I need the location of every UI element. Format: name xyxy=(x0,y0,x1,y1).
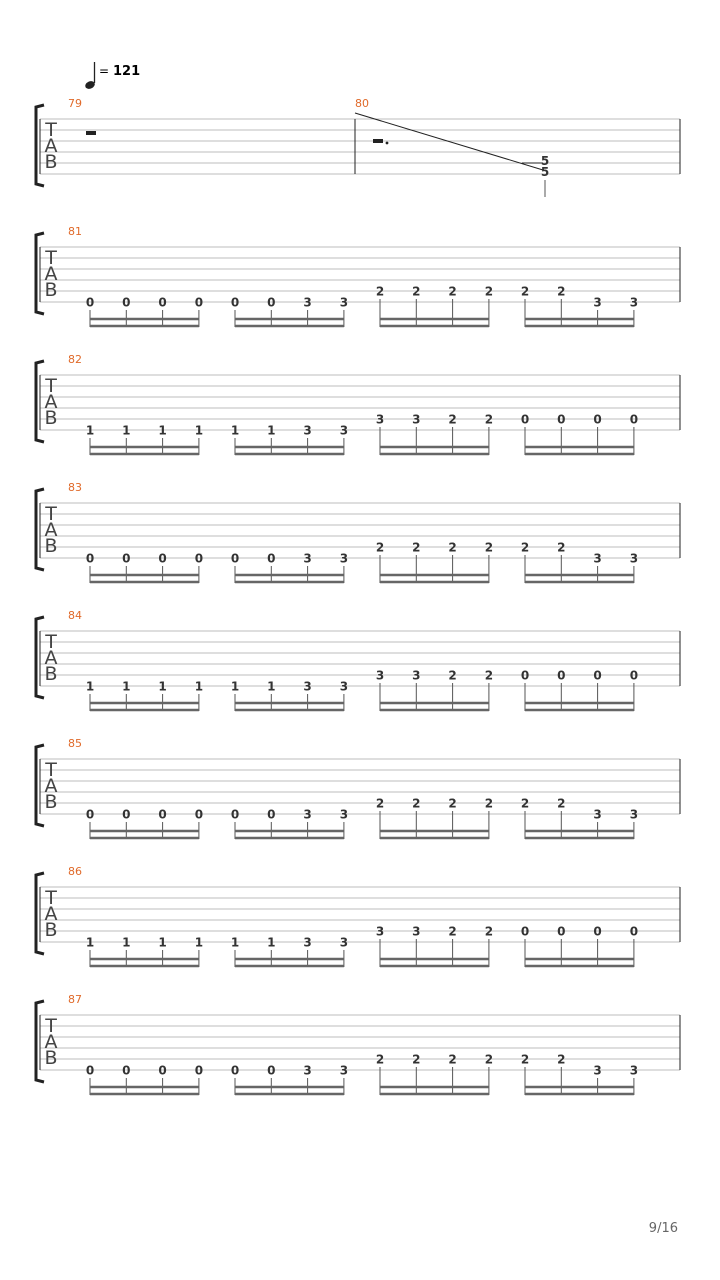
fret-number: 1 xyxy=(267,679,276,694)
fret-number: 2 xyxy=(375,796,385,811)
fret-number: 3 xyxy=(593,551,602,566)
measure-number: 82 xyxy=(68,353,82,366)
fret-number: 2 xyxy=(448,1052,457,1067)
tab-clef-letter: T xyxy=(45,247,57,269)
fret-number: 0 xyxy=(230,807,240,822)
fret-number: 0 xyxy=(520,924,530,939)
fret-number: 1 xyxy=(194,935,204,950)
tab-clef-letter: A xyxy=(44,263,58,285)
tab-clef-letter: T xyxy=(45,631,57,653)
fret-number: 3 xyxy=(412,412,421,427)
measure-number: 80 xyxy=(355,97,369,110)
tempo-equals: = xyxy=(99,64,110,78)
fret-number: 2 xyxy=(557,540,566,555)
fret-number: 2 xyxy=(484,540,494,555)
tempo-value: 121 xyxy=(113,64,141,79)
fret-number: 0 xyxy=(520,668,530,683)
tab-clef-letter: A xyxy=(44,519,58,541)
fret-number: 2 xyxy=(557,796,566,811)
systems-layer xyxy=(36,97,680,1095)
fret-number: 0 xyxy=(194,807,204,822)
fret-number: 2 xyxy=(557,1052,566,1067)
fret-number: 0 xyxy=(557,924,566,939)
tab-clef-letter: B xyxy=(44,407,58,429)
fret-number: 0 xyxy=(520,412,530,427)
tab-clef-letter: B xyxy=(44,919,58,941)
fret-number: 2 xyxy=(557,284,566,299)
fret-number: 2 xyxy=(520,796,530,811)
fret-number: 0 xyxy=(85,551,95,566)
fret-number: 3 xyxy=(303,807,312,822)
fret-number: 0 xyxy=(230,551,240,566)
system-79-80 xyxy=(36,97,680,197)
fret-number: 3 xyxy=(303,295,312,310)
fret-number: 2 xyxy=(484,412,494,427)
fret-number: 3 xyxy=(303,423,312,438)
fret-number: 0 xyxy=(194,1063,204,1078)
tab-clef-letter: B xyxy=(44,535,58,557)
fret-number: 0 xyxy=(122,807,131,822)
fret-number: 3 xyxy=(303,679,312,694)
fret-number: 0 xyxy=(122,1063,131,1078)
fret-number: 0 xyxy=(230,1063,240,1078)
fret-number: 0 xyxy=(158,807,167,822)
fret-number: 2 xyxy=(484,284,494,299)
tab-clef-letter: A xyxy=(44,903,58,925)
fret-number: 3 xyxy=(629,807,639,822)
fret-number: 1 xyxy=(230,935,240,950)
measure-number: 85 xyxy=(68,737,82,750)
fret-number: 2 xyxy=(520,540,530,555)
fret-number: 5 xyxy=(540,165,550,179)
tab-clef-letter: T xyxy=(45,887,57,909)
tab-clef-letter: A xyxy=(44,1031,58,1053)
fret-number: 2 xyxy=(448,796,457,811)
fret-number: 3 xyxy=(593,295,602,310)
fret-number: 0 xyxy=(629,668,639,683)
tab-clef-letter: B xyxy=(44,791,58,813)
fret-number: 3 xyxy=(339,1063,349,1078)
fret-number: 0 xyxy=(194,295,204,310)
fret-number: 1 xyxy=(230,423,240,438)
fret-number: 1 xyxy=(267,935,276,950)
system-84 xyxy=(36,609,680,711)
fret-number: 3 xyxy=(339,679,349,694)
fret-number: 3 xyxy=(339,807,349,822)
fret-number: 1 xyxy=(230,679,240,694)
fret-number: 2 xyxy=(520,284,530,299)
fret-number: 3 xyxy=(375,668,385,683)
fret-number: 2 xyxy=(484,1052,494,1067)
tempo-marking xyxy=(84,62,140,90)
system-86 xyxy=(36,865,680,967)
system-87 xyxy=(36,993,680,1095)
tab-clef-letter: T xyxy=(45,1015,57,1037)
system-81 xyxy=(36,225,680,327)
fret-number: 3 xyxy=(339,935,349,950)
fret-number: 2 xyxy=(375,284,385,299)
tab-clef-letter: B xyxy=(44,663,58,685)
tab-clef-letter: A xyxy=(44,135,58,157)
measure-number: 84 xyxy=(68,609,82,622)
fret-number: 1 xyxy=(122,935,131,950)
fret-number: 0 xyxy=(267,807,276,822)
fret-number: 2 xyxy=(412,1052,421,1067)
fret-number: 1 xyxy=(85,935,95,950)
fret-number: 1 xyxy=(85,423,95,438)
measure-number: 81 xyxy=(68,225,82,238)
fret-number: 0 xyxy=(593,412,602,427)
fret-number: 0 xyxy=(230,295,240,310)
fret-number: 3 xyxy=(339,551,349,566)
tab-clef-letter: B xyxy=(44,151,58,173)
fret-number: 3 xyxy=(375,412,385,427)
fret-number: 0 xyxy=(557,668,566,683)
fret-number: 3 xyxy=(339,295,349,310)
whole-rest xyxy=(86,131,96,135)
fret-number: 5 xyxy=(540,154,550,168)
fret-number: 3 xyxy=(412,924,421,939)
tab-clef-letter: B xyxy=(44,1047,58,1069)
fret-number: 2 xyxy=(375,540,385,555)
measure-number: 83 xyxy=(68,481,82,494)
fret-number: 1 xyxy=(122,423,131,438)
fret-number: 0 xyxy=(557,412,566,427)
fret-number: 3 xyxy=(412,668,421,683)
fret-number: 0 xyxy=(85,295,95,310)
tab-clef-letter: A xyxy=(44,391,58,413)
fret-number: 2 xyxy=(448,668,457,683)
rest-dot xyxy=(386,142,389,145)
fret-number: 0 xyxy=(267,551,276,566)
fret-number: 2 xyxy=(375,1052,385,1067)
fret-number: 0 xyxy=(629,924,639,939)
fret-number: 2 xyxy=(412,796,421,811)
fret-number: 3 xyxy=(303,551,312,566)
fret-number: 0 xyxy=(629,412,639,427)
page-number: 9/16 xyxy=(648,1221,678,1236)
fret-number: 1 xyxy=(85,679,95,694)
system-82 xyxy=(36,353,680,455)
measure-number: 79 xyxy=(68,97,82,110)
fret-number: 3 xyxy=(629,295,639,310)
fret-number: 0 xyxy=(194,551,204,566)
fret-number: 1 xyxy=(158,935,167,950)
fret-number: 1 xyxy=(267,423,276,438)
half-rest xyxy=(373,139,383,143)
tab-clef-letter: T xyxy=(45,375,57,397)
fret-number: 0 xyxy=(122,551,131,566)
fret-number: 2 xyxy=(448,284,457,299)
fret-number: 0 xyxy=(122,295,131,310)
tab-clef-letter: T xyxy=(45,503,57,525)
fret-number: 0 xyxy=(158,551,167,566)
fret-number: 1 xyxy=(158,679,167,694)
system-85 xyxy=(36,737,680,839)
tab-clef-letter: B xyxy=(44,279,58,301)
fret-number: 3 xyxy=(629,551,639,566)
tab-clef-letter: A xyxy=(44,775,58,797)
fret-number: 0 xyxy=(267,295,276,310)
fret-number: 1 xyxy=(194,679,204,694)
fret-number: 0 xyxy=(593,924,602,939)
fret-number: 0 xyxy=(85,1063,95,1078)
fret-number: 2 xyxy=(412,540,421,555)
fret-number: 3 xyxy=(303,1063,312,1078)
tab-clef-letter: A xyxy=(44,647,58,669)
fret-number: 2 xyxy=(484,924,494,939)
fret-number: 0 xyxy=(158,1063,167,1078)
fret-number: 2 xyxy=(448,540,457,555)
system-83 xyxy=(36,481,680,583)
fret-number: 0 xyxy=(267,1063,276,1078)
fret-number: 3 xyxy=(593,1063,602,1078)
fret-number: 3 xyxy=(303,935,312,950)
measure-number: 87 xyxy=(68,993,82,1006)
fret-number: 2 xyxy=(484,796,494,811)
fret-number: 2 xyxy=(448,412,457,427)
fret-number: 3 xyxy=(593,807,602,822)
fret-number: 2 xyxy=(448,924,457,939)
fret-number: 3 xyxy=(629,1063,639,1078)
tab-clef-letter: T xyxy=(45,119,57,141)
measure-number: 86 xyxy=(68,865,82,878)
fret-number: 0 xyxy=(85,807,95,822)
fret-number: 1 xyxy=(194,423,204,438)
fret-number: 2 xyxy=(484,668,494,683)
fret-number: 0 xyxy=(593,668,602,683)
fret-number: 1 xyxy=(122,679,131,694)
fret-number: 3 xyxy=(375,924,385,939)
fret-number: 3 xyxy=(339,423,349,438)
fret-number: 2 xyxy=(412,284,421,299)
fret-number: 1 xyxy=(158,423,167,438)
fret-number: 2 xyxy=(520,1052,530,1067)
fret-number: 0 xyxy=(158,295,167,310)
tab-clef-letter: T xyxy=(45,759,57,781)
